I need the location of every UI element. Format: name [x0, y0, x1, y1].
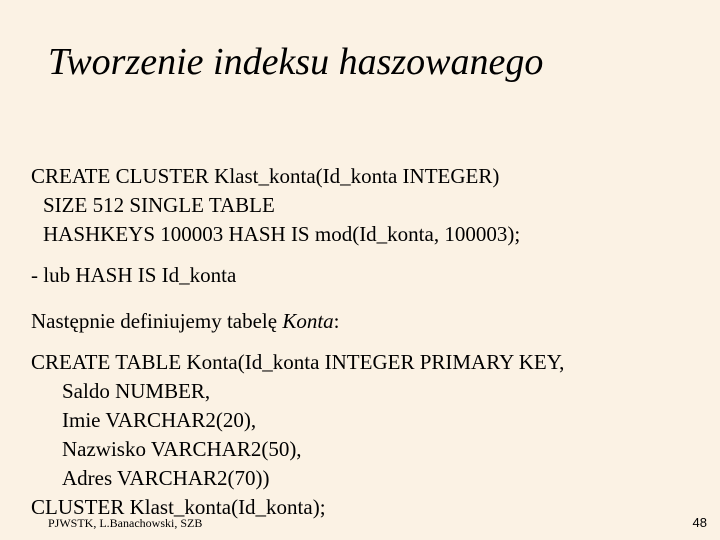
table-intro-text: [31, 311, 340, 332]
table-intro-prefix: Następnie definiujemy tabelę: [31, 309, 283, 333]
cluster-statement-line-2: SIZE 512 SINGLE TABLE: [43, 193, 275, 217]
create-table-line-5: Adres VARCHAR2(70)): [62, 466, 270, 490]
create-table-line-6: CLUSTER Klast_konta(Id_konta);: [31, 495, 326, 519]
page-number: 48: [692, 515, 707, 530]
table-intro-suffix: :: [333, 309, 340, 333]
create-table-line-2: Saldo NUMBER,: [62, 379, 211, 403]
alternative-hash-note: - lub HASH IS Id_konta: [31, 263, 237, 287]
footer-author: PJWSTK, L.Banachowski, SZB: [48, 516, 203, 530]
table-intro-name: Konta: [282, 309, 334, 333]
create-table-line-1: CREATE TABLE Konta(Id_konta INTEGER PRIMARY KEY,: [31, 350, 565, 374]
create-table-line-4: Nazwisko VARCHAR2(50),: [62, 437, 302, 461]
cluster-statement-line-1: CREATE CLUSTER Klast_konta(Id_konta INTEGER): [31, 164, 500, 188]
cluster-statement-line-3: HASHKEYS 100003 HASH IS mod(Id_konta, 100003);: [43, 222, 521, 246]
slide-title: Tworzenie indeksu haszowanego: [48, 41, 544, 83]
create-table-line-3: Imie VARCHAR2(20),: [62, 408, 257, 432]
